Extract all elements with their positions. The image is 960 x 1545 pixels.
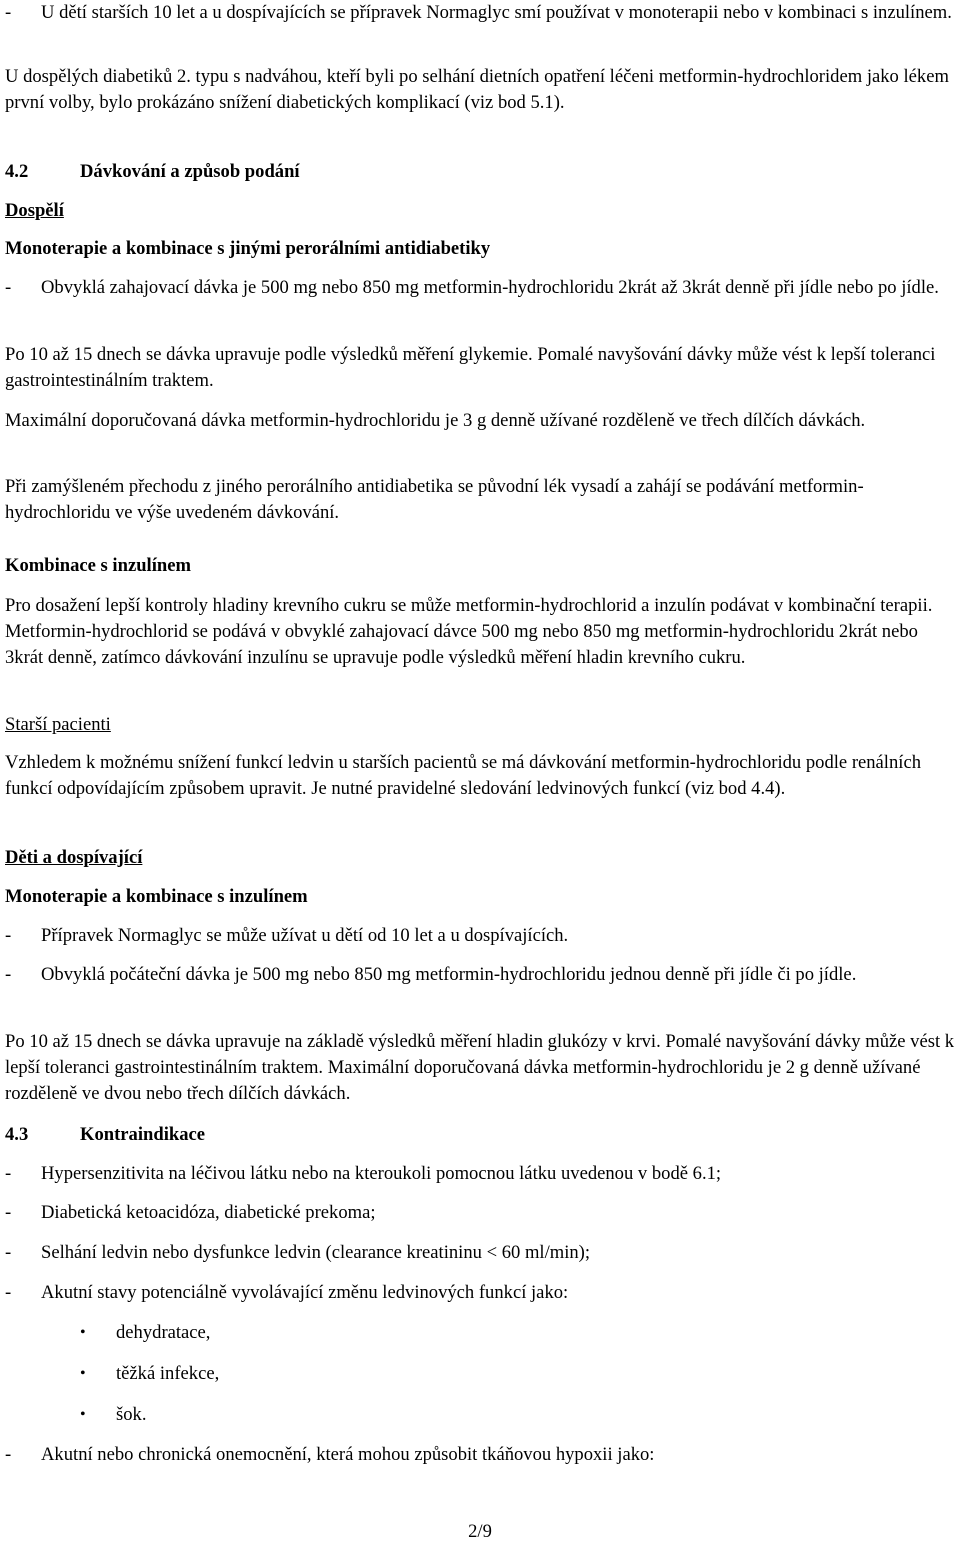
bullet-icon: •	[80, 1324, 86, 1341]
subheading-children-mono: Monoterapie a kombinace s inzulínem	[5, 886, 308, 907]
list-dash: -	[5, 1242, 12, 1263]
dose-adjust-paragraph: Po 10 až 15 dnech se dávka upravuje podle výsledků měření glykemie. Pomalé navyšování dávky může vést k lepší toleranci gastrointestinálním traktem.	[5, 344, 936, 391]
contraindication-item: Selhání ledvin nebo dysfunkce ledvin (clearance kreatininu < 60 ml/min);	[41, 1242, 591, 1263]
max-dose-paragraph: Maximální doporučovaná dávka metformin-hydrochloridu je 3 g denně užívané rozděleně ve třech dílčích dávkách.	[5, 410, 866, 431]
subheading-monotherapy: Monoterapie a kombinace s jinými perorálními antidiabetiky	[5, 238, 491, 259]
contraindication-item: Akutní stavy potenciálně vyvolávající změnu ledvinových funkcí jako:	[41, 1282, 569, 1303]
subheading-adults: Dospělí	[5, 200, 64, 221]
page-number: 2/9	[468, 1521, 492, 1542]
insulin-paragraph: Pro dosažení lepší kontroly hladiny krevního cukru se může metformin-hydrochlorid a inzulín podávat v kombinační terapii. Metformin-hydrochlorid se podává v obvyklé zahajovací dávce 500 mg nebo 850 mg metformin-hydrochloridu 2krát nebo 3krát denně, zatímco dávkování inzulínu se upravuje podle výsledků měření hladin krevního cukru.	[5, 595, 933, 668]
children-list-item: Přípravek Normaglyc se může užívat u dětí od 10 let a u dospívajících.	[41, 925, 569, 946]
switch-paragraph: Při zamýšleném přechodu z jiného perorálního antidiabetika se původní lék vysadí a zahájí se podávání metformin-hydrochloridu ve výše uvedeném dávkování.	[5, 476, 864, 523]
list-dash: -	[5, 925, 12, 946]
section-number-4-2: 4.2	[5, 161, 29, 182]
intro-paragraph: U dospělých diabetiků 2. typu s nadváhou, kteří byli po selhání dietních opatření léčeni metformin-hydrochloridem jako lékem první volby, bylo prokázáno snížení diabetických komplikací (viz bod 5.1).	[5, 66, 949, 113]
list-dash: -	[5, 277, 12, 298]
subheading-elderly: Starší pacienti	[5, 714, 111, 735]
subheading-children: Děti a dospívající	[5, 847, 143, 868]
bullet-item: dehydratace,	[116, 1322, 211, 1343]
bullet-icon: •	[80, 1365, 86, 1382]
section-title-4-2: Dávkování a způsob podání	[80, 161, 300, 182]
contraindication-item: Diabetická ketoacidóza, diabetické prekoma;	[41, 1202, 376, 1223]
dosing-list-item: Obvyklá zahajovací dávka je 500 mg nebo 850 mg metformin-hydrochloridu 2krát až 3krát denně při jídle nebo po jídle.	[41, 277, 939, 298]
contraindication-item: Hypersenzitivita na léčivou látku nebo na kteroukoli pomocnou látku uvedenou v bodě 6.1;	[41, 1163, 722, 1184]
intro-list-item: U dětí starších 10 let a u dospívajících se přípravek Normaglyc smí používat v monoterapii nebo v kombinaci s inzulínem.	[41, 2, 952, 23]
list-dash: -	[5, 2, 12, 23]
children-dose-paragraph: Po 10 až 15 dnech se dávka upravuje na základě výsledků měření hladin glukózy v krvi. Pomalé navyšování dávky může vést k lepší toleranci gastrointestinálním traktem. Maximální doporučovaná dávka metformin-hydrochloridu je 2 g denně užívané rozděleně ve dvou nebo třech dílčích dávkách.	[5, 1031, 955, 1104]
elderly-paragraph: Vzhledem k možnému snížení funkcí ledvin u starších pacientů se má dávkování metformin-hydrochloridu podle renálních funkcí odpovídajícím způsobem upravit. Je nutné pravidelné sledování ledvinových funkcí (viz bod 4.4).	[5, 752, 921, 799]
bullet-icon: •	[80, 1406, 86, 1423]
section-title-4-3: Kontraindikace	[80, 1124, 205, 1145]
list-dash: -	[5, 1163, 12, 1184]
bullet-item: šok.	[116, 1404, 147, 1425]
contraindication-item: Akutní nebo chronická onemocnění, která mohou způsobit tkáňovou hypoxii jako:	[41, 1444, 655, 1465]
bullet-item: těžká infekce,	[116, 1363, 220, 1384]
section-number-4-3: 4.3	[5, 1124, 29, 1145]
children-list-item: Obvyklá počáteční dávka je 500 mg nebo 850 mg metformin-hydrochloridu jednou denně při jídle či po jídle.	[41, 964, 857, 985]
list-dash: -	[5, 1282, 12, 1303]
list-dash: -	[5, 1202, 12, 1223]
list-dash: -	[5, 964, 12, 985]
list-dash: -	[5, 1444, 12, 1465]
subheading-insulin: Kombinace s inzulínem	[5, 555, 191, 576]
